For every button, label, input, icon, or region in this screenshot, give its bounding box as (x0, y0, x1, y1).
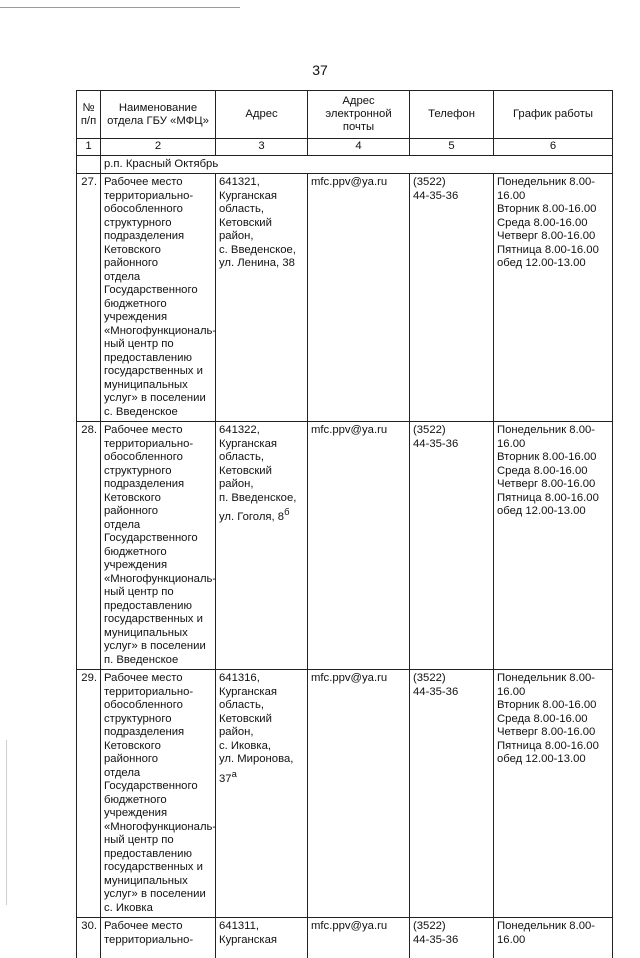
table-row (77, 422, 613, 670)
office-name: Рабочее место территориально- (101, 918, 216, 958)
schedule-line: Понедельник 8.00- (497, 672, 596, 684)
schedule-line: обед 12.00-13.00 (497, 753, 586, 765)
column-number: 3 (216, 139, 308, 156)
office-address-cell (216, 422, 308, 670)
scan-edge-mark (6, 740, 7, 905)
header-name: Наименование отдела ГБУ «МФЦ» (101, 91, 216, 139)
schedule-line: Вторник 8.00-16.00 (497, 203, 597, 215)
phone-number: 44-35-36 (413, 437, 459, 450)
phone-code: (3522) (413, 424, 446, 436)
office-phone-cell (410, 918, 494, 958)
schedule-line: обед 12.00-13.00 (497, 505, 586, 517)
header-schedule: График работы (494, 91, 613, 139)
schedule-line: Четверг 8.00-16.00 (497, 726, 596, 738)
schedule-line: обед 12.00-13.00 (497, 257, 586, 269)
office-address-cell (216, 670, 308, 918)
schedule-line: 16.00 (497, 437, 526, 450)
column-number: 1 (77, 139, 101, 156)
office-address: 641311, Курганская (216, 918, 308, 958)
office-schedule (494, 174, 613, 422)
phone-code: (3522) (413, 920, 446, 932)
row-number: 28. (77, 422, 101, 670)
office-email: mfc.ppv@ya.ru (308, 918, 410, 958)
table-row (77, 174, 613, 422)
office-email: mfc.ppv@ya.ru (308, 422, 410, 670)
schedule-line: 16.00 (497, 189, 526, 202)
office-phone-cell (410, 422, 494, 670)
schedule-line: 16.00 (497, 933, 526, 946)
phone-code: (3522) (413, 176, 446, 188)
office-name: Рабочее место территориально- обособленного структурного подразделения Кетовского районного отдела Государственного бюджетного учреждения «Многофункциональ- ный центр по предоставлению государственных и муниципальных услуг» в поселении п. Введенское (101, 422, 216, 670)
schedule-line: Четверг 8.00-16.00 (497, 478, 596, 490)
schedule-line: Среда 8.00-16.00 (497, 712, 588, 725)
column-number: 5 (410, 139, 494, 156)
office-phone-cell (410, 670, 494, 918)
section-empty-cell (77, 155, 101, 174)
office-schedule (494, 422, 613, 670)
schedule-line: Вторник 8.00-16.00 (497, 699, 597, 711)
header-address: Адрес (216, 91, 308, 139)
header-number: № п/п (77, 91, 101, 139)
row-number: 29. (77, 670, 101, 918)
column-number: 4 (308, 139, 410, 156)
section-row (77, 155, 613, 174)
office-name: Рабочее место территориально- обособленного структурного подразделения Кетовского районного отдела Государственного бюджетного учреждения «Многофункциональ- ный центр по предоставлению государственных и муниципальных услуг» в поселении с. Иковка (101, 670, 216, 918)
schedule-line: Понедельник 8.00- (497, 176, 596, 188)
schedule-line: Четверг 8.00-16.00 (497, 230, 596, 242)
phone-code: (3522) (413, 672, 446, 684)
office-email: mfc.ppv@ya.ru (308, 174, 410, 422)
top-rule-line (0, 7, 240, 8)
office-phone-cell (410, 174, 494, 422)
phone-number: 44-35-36 (413, 933, 459, 946)
table-header-row (77, 91, 613, 139)
address-superscript: б (284, 506, 290, 517)
column-number-row (77, 139, 613, 156)
schedule-line: Среда 8.00-16.00 (497, 464, 588, 477)
header-email: Адрес электронной почты (308, 91, 410, 139)
table-row (77, 918, 613, 958)
table-row (77, 670, 613, 918)
address-superscript: а (231, 767, 237, 779)
schedule-line: Понедельник 8.00- (497, 920, 596, 932)
schedule-line: Пятница 8.00-16.00 (497, 243, 599, 256)
schedule-line: Среда 8.00-16.00 (497, 216, 588, 229)
offices-table (76, 90, 613, 958)
column-number: 6 (494, 139, 613, 156)
office-address: 641322, Курганская область, Кетовский район, п. Введенское, ул. Гоголя, 8 (219, 424, 297, 523)
office-address: 641321, Курганская область, Кетовский район, с. Введенское, ул. Ленина, 38 (216, 174, 308, 422)
schedule-line: Пятница 8.00-16.00 (497, 491, 599, 504)
schedule-line: 16.00 (497, 685, 526, 698)
office-name: Рабочее место территориально- обособленного структурного подразделения Кетовского районного отдела Государственного бюджетного учреждения «Многофункциональ- ный центр по предоставлению государственных и муниципальных услуг» в поселении с. Введенское (101, 174, 216, 422)
row-number: 30. (77, 918, 101, 958)
schedule-line: Вторник 8.00-16.00 (497, 451, 597, 463)
page-number: 37 (312, 62, 328, 78)
section-label: р.п. Красный Октябрь (101, 155, 613, 174)
office-address: 641316, Курганская область, Кетовский район, с. Иковка, ул. Миронова, 37 (219, 672, 294, 785)
column-number: 2 (101, 139, 216, 156)
office-schedule (494, 918, 613, 958)
office-email: mfc.ppv@ya.ru (308, 670, 410, 918)
row-number: 27. (77, 174, 101, 422)
schedule-line: Пятница 8.00-16.00 (497, 739, 599, 752)
header-phone: Телефон (410, 91, 494, 139)
phone-number: 44-35-36 (413, 685, 459, 698)
phone-number: 44-35-36 (413, 189, 459, 202)
office-schedule (494, 670, 613, 918)
schedule-line: Понедельник 8.00- (497, 424, 596, 436)
